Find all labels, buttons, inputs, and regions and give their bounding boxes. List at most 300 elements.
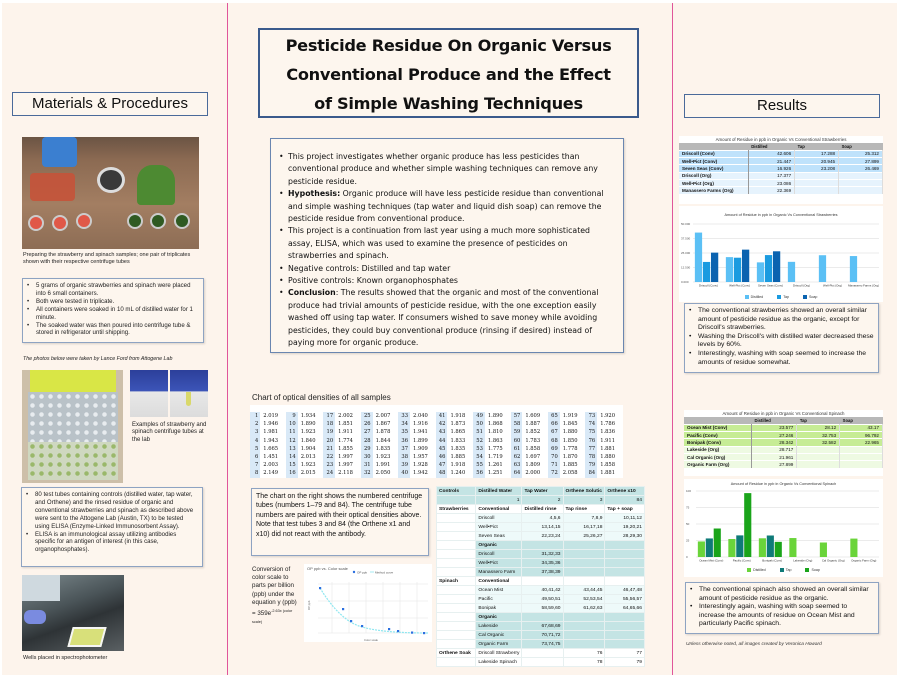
optical-density: 1.885 xyxy=(448,453,473,461)
optical-density: 1.881 xyxy=(598,469,623,477)
prep-photo-caption: Preparing the strawberry and spinach samples; one pair of triplicates shown with their respective centrifuge tubes xyxy=(23,252,191,265)
legend-distilled: Distilled xyxy=(745,295,764,299)
tube-number: 3 xyxy=(250,428,261,436)
tube-number: 42 xyxy=(435,420,448,428)
optical-density: 1.904 xyxy=(298,445,323,453)
lab-note: • ELISA is an immunological assay utilizing antibodies specific for an antigen of interest (in this case, organophosphates). xyxy=(26,531,198,555)
tube-number: 46 xyxy=(435,453,448,461)
residue-value xyxy=(797,461,840,468)
residue-value: 17.288 xyxy=(795,150,839,157)
layout-cell xyxy=(563,568,605,577)
spinach-chart-plot xyxy=(684,487,883,567)
sample-name: Bonipak (Conv) xyxy=(684,439,751,446)
optical-density: 1.923 xyxy=(373,453,398,461)
results-header-cell: Tap xyxy=(795,143,839,150)
layout-cell: Well•Pict xyxy=(476,559,522,568)
spinach-chart-legend xyxy=(684,568,883,572)
tube-number: 8 xyxy=(250,469,261,477)
monitor xyxy=(22,575,60,601)
optical-density: 1.916 xyxy=(411,420,436,428)
tube-number: 52 xyxy=(473,437,486,445)
strawberry-table-title: Amount of Residue in ppb in Organic Vs Conventional Strawberries xyxy=(715,137,847,142)
tube-number: 68 xyxy=(548,437,561,445)
layout-cell: 79 xyxy=(605,658,645,667)
residue-value xyxy=(797,453,840,460)
layout-cell: Orthene Soak xyxy=(437,649,476,658)
layout-cell xyxy=(563,640,605,649)
optical-density: 1.855 xyxy=(336,445,361,453)
results-header-cell xyxy=(684,417,751,424)
tube-number: 77 xyxy=(585,445,598,453)
layout-cell: 46,47,48 xyxy=(605,586,645,595)
optical-density: 2.118 xyxy=(336,469,361,477)
layout-cell xyxy=(563,577,605,586)
layout-cell: Organic xyxy=(476,613,522,622)
optical-density: 2.007 xyxy=(373,412,398,420)
results-header-cell: Soap xyxy=(839,143,883,150)
od-table-header xyxy=(250,405,623,412)
layout-cell xyxy=(437,559,476,568)
optical-density: 1.911 xyxy=(598,437,623,445)
layout-cell: Seven Seas xyxy=(476,532,522,541)
optical-density: 1.918 xyxy=(448,412,473,420)
layout-cell xyxy=(563,631,605,640)
layout-cell xyxy=(563,559,605,568)
intro-bullet: • This project investigates whether organic produce has less pesticides than conventional produce and whether simple washing techniques can remove any pesticide residue. xyxy=(279,151,615,188)
od-row xyxy=(250,453,623,461)
tube-number: 67 xyxy=(548,428,561,436)
layout-cell: 78 xyxy=(563,658,605,667)
tube-number: 49 xyxy=(473,412,486,420)
sample-name: Seven Seas (Conv) xyxy=(679,165,748,172)
layout-cell xyxy=(437,568,476,577)
od-row xyxy=(250,469,623,477)
layout-cell: Driscoll xyxy=(476,550,522,559)
bar xyxy=(711,253,718,282)
tube-number: 25 xyxy=(360,412,373,420)
bar xyxy=(788,262,795,282)
legend-distilled: Distilled xyxy=(747,568,766,572)
bar xyxy=(706,538,713,557)
tube-number: 23 xyxy=(323,461,336,469)
layout-cell: 3 xyxy=(563,496,605,505)
svg-text:25.000: 25.000 xyxy=(681,251,691,255)
tube-number: 31 xyxy=(360,461,373,469)
tube-number: 40 xyxy=(398,469,411,477)
tube-number: 12 xyxy=(285,437,298,445)
od-row xyxy=(250,428,623,436)
layout-row xyxy=(437,532,645,541)
clear-tubes xyxy=(28,392,118,442)
sample-name: Organic Farm (Org) xyxy=(684,461,751,468)
strawberry-results-table xyxy=(679,136,883,204)
sample-name: Driscoll (Org) xyxy=(679,172,748,179)
layout-row xyxy=(437,658,645,667)
sample-name: Well•Pict (Conv) xyxy=(679,158,748,165)
layout-row xyxy=(437,613,645,622)
tube-number: 76 xyxy=(585,437,598,445)
bar xyxy=(726,257,733,282)
layout-cell: 10,11,12 xyxy=(605,514,645,523)
residue-value: 27.246 xyxy=(751,432,796,439)
strawberry-note: • Interestingly, washing with soap seemed to increase the amounts of residue somewhat. xyxy=(689,350,874,367)
sample-name: Well•Pict (Org) xyxy=(679,179,748,186)
od-row xyxy=(250,445,623,453)
conversion-chart-title: OP ppb vs. Color scale xyxy=(307,566,348,571)
tube-number: 28 xyxy=(360,437,373,445)
optical-density: 2.002 xyxy=(336,412,361,420)
residue-value xyxy=(839,179,883,186)
residue-value xyxy=(795,179,839,186)
optical-density: 1.810 xyxy=(485,428,510,436)
bar xyxy=(714,529,721,557)
layout-cell: 4,5,6 xyxy=(522,514,563,523)
layout-cell xyxy=(605,577,645,586)
sample-name: Lakeside (Org) xyxy=(684,446,751,453)
tube-number: 37 xyxy=(398,445,411,453)
tube-number: 10 xyxy=(285,420,298,428)
results-row xyxy=(684,461,883,468)
tube-number: 79 xyxy=(585,461,598,469)
layout-row xyxy=(437,622,645,631)
optical-density: 1.885 xyxy=(560,461,585,469)
intro-bullet: • This project is a continuation from last year using a much more sophisticated assay, ELISA, which was used to examine the presence of pesticides on strawberries and spinach. xyxy=(279,225,615,262)
results-header-cell: Soap xyxy=(840,417,883,424)
sample-layout-table xyxy=(436,486,645,667)
green-tubes xyxy=(28,442,118,480)
optical-density: 1.887 xyxy=(523,420,548,428)
tube-number: 64 xyxy=(510,469,523,477)
svg-text:12.500: 12.500 xyxy=(681,265,691,270)
tube-number: 73 xyxy=(585,412,598,420)
layout-cell: 1 xyxy=(476,496,522,505)
layout-cell xyxy=(605,541,645,550)
optical-density: 1.845 xyxy=(560,420,585,428)
od-row xyxy=(250,461,623,469)
layout-row xyxy=(437,505,645,514)
test-tube-rack-photo xyxy=(22,370,123,483)
tube-number: 72 xyxy=(548,469,561,477)
tube-number: 22 xyxy=(323,453,336,461)
residue-value: 43.17 xyxy=(840,424,883,431)
strawberry-note: • Washing the Driscoll's with distilled water decreased these levels by 60%. xyxy=(689,333,874,350)
layout-cell xyxy=(605,613,645,622)
optical-density: 2.050 xyxy=(373,469,398,477)
legend-tap: Tap xyxy=(777,295,789,299)
layout-cell xyxy=(437,550,476,559)
residue-value: 25.312 xyxy=(839,150,883,157)
spectro-caption: Wells placed in spectrophotometer xyxy=(23,655,108,661)
layout-cell: 61,62,63 xyxy=(563,604,605,613)
layout-cell xyxy=(605,622,645,631)
optical-density: 1.880 xyxy=(598,453,623,461)
optical-density: 1.890 xyxy=(298,420,323,428)
layout-cell xyxy=(605,559,645,568)
strawberry-container xyxy=(30,173,75,201)
layout-cell xyxy=(437,640,476,649)
optical-density: 1.850 xyxy=(560,437,585,445)
bar xyxy=(744,493,751,557)
layout-row xyxy=(437,559,645,568)
optical-density: 1.251 xyxy=(485,469,510,477)
tube-number: 70 xyxy=(548,453,561,461)
layout-cell xyxy=(437,586,476,595)
bar xyxy=(765,255,772,282)
spinach-table-title: Amount of Residue in ppb in Organic Vs Conventional Spinach xyxy=(722,411,845,416)
strawberry-table xyxy=(679,143,883,194)
bar xyxy=(742,250,749,282)
tube-number: 6 xyxy=(250,453,261,461)
tube-number: 63 xyxy=(510,461,523,469)
layout-cell xyxy=(437,541,476,550)
layout-cell xyxy=(563,541,605,550)
results-row xyxy=(684,453,883,460)
gloved-hand xyxy=(24,610,46,624)
tube-number: 51 xyxy=(473,428,486,436)
residue-value xyxy=(840,461,883,468)
layout-cell: Well•Pict xyxy=(476,523,522,532)
tube-number: 17 xyxy=(323,412,336,420)
layout-cell: Driscoll xyxy=(476,514,522,523)
layout-cell xyxy=(437,523,476,532)
tube-number: 48 xyxy=(435,469,448,477)
tube-number: 15 xyxy=(285,461,298,469)
layout-cell: 28,29,30 xyxy=(605,532,645,541)
layout-row xyxy=(437,568,645,577)
tube-number: 66 xyxy=(548,420,561,428)
legend-soap: Soap xyxy=(805,568,819,572)
optical-density: 2.015 xyxy=(298,469,323,477)
layout-row xyxy=(437,586,645,595)
residue-value: 17.377 xyxy=(748,172,794,179)
residue-value: 32.753 xyxy=(797,432,840,439)
layout-cell: 31,32,33 xyxy=(522,550,563,559)
svg-text:OP ppb: OP ppb xyxy=(307,600,311,610)
intro-bullet: • Negative controls: Distilled and tap water xyxy=(279,263,615,275)
layout-cell: 84 xyxy=(605,496,645,505)
tube-number: 4 xyxy=(250,437,261,445)
bar xyxy=(850,256,857,282)
layout-cell xyxy=(437,631,476,640)
optical-density: 1.833 xyxy=(448,437,473,445)
sample-name: Driscoll (Conv) xyxy=(679,150,748,157)
tube-number: 26 xyxy=(360,420,373,428)
residue-value xyxy=(839,187,883,194)
intro-bullet-hypothesis: • Hypothesis: Organic produce will have less pesticide residue than conventional and simple washing techniques (tap water and liquid dish soap) can remove the pesticide residue from conventional produce. xyxy=(279,188,615,225)
optical-density: 1.957 xyxy=(411,453,436,461)
svg-text:Driscoll (Org): Driscoll (Org) xyxy=(792,283,811,288)
layout-cell: Bonipak xyxy=(476,604,522,613)
procedure-step: • 5 grams of organic strawberries and spinach were placed into 6 small containers. xyxy=(27,282,199,298)
optical-density: 1.240 xyxy=(448,469,473,477)
tube-number: 1 xyxy=(250,412,261,420)
layout-row xyxy=(437,514,645,523)
svg-text:100: 100 xyxy=(686,489,692,493)
svg-text:Well-Pict (Conv): Well-Pict (Conv) xyxy=(729,283,750,288)
svg-text:Manassero Farms (Org): Manassero Farms (Org) xyxy=(848,283,879,288)
optical-density: 1.835 xyxy=(448,445,473,453)
optical-density: 1.928 xyxy=(411,461,436,469)
yellow-tray xyxy=(30,370,116,392)
optical-density: 1.873 xyxy=(448,420,473,428)
tube-number: 65 xyxy=(548,412,561,420)
tube-number: 62 xyxy=(510,453,523,461)
residue-value xyxy=(797,446,840,453)
legend-soap: Soap xyxy=(803,295,817,299)
layout-cell xyxy=(437,532,476,541)
layout-cell xyxy=(437,604,476,613)
layout-cell: Organic Farm xyxy=(476,640,522,649)
residue-value: 26.469 xyxy=(839,165,883,172)
strawberry-note: • The conventional strawberries showed an overall similar amount of pesticide residue as the organic, except for Driscoll's strawberries. xyxy=(689,307,874,333)
layout-cell xyxy=(437,613,476,622)
spinach-note: • The conventional spinach also showed an overall similar amount of pesticide residue as the organic. xyxy=(690,586,874,603)
svg-text:Pacific (Conv): Pacific (Conv) xyxy=(732,558,751,563)
residue-value: 27.899 xyxy=(751,461,796,468)
residue-value: 22.965 xyxy=(840,439,883,446)
optical-density: 1.870 xyxy=(560,453,585,461)
tube-number: 35 xyxy=(398,428,411,436)
layout-row xyxy=(437,631,645,640)
strawberry-bar-chart xyxy=(679,206,883,302)
optical-density: 1.941 xyxy=(411,428,436,436)
residue-value: 23.086 xyxy=(748,179,794,186)
intro-box xyxy=(270,138,624,353)
residue-value: 16.926 xyxy=(748,165,794,172)
layout-cell: 19,20,21 xyxy=(605,523,645,532)
sample-name: Pacific (Conv) xyxy=(684,432,751,439)
svg-text:OP ppb: OP ppb xyxy=(357,570,368,575)
optical-density: 1.835 xyxy=(373,445,398,453)
layout-cell xyxy=(563,550,605,559)
column-divider-left xyxy=(227,3,228,675)
bar xyxy=(819,255,826,282)
results-row xyxy=(679,172,883,179)
optical-density: 2.003 xyxy=(261,461,286,469)
layout-cell: 25,26,27 xyxy=(563,532,605,541)
tube-number: 14 xyxy=(285,453,298,461)
layout-cell: 13,14,15 xyxy=(522,523,563,532)
optical-density: 1.783 xyxy=(523,437,548,445)
results-row xyxy=(684,432,883,439)
bar xyxy=(703,262,710,282)
optical-density: 1.851 xyxy=(336,420,361,428)
layout-cell: Tap Water xyxy=(522,487,563,496)
optical-density: 1.865 xyxy=(448,428,473,436)
tube-number: 5 xyxy=(250,445,261,453)
layout-cell: Conventional xyxy=(476,577,522,586)
residue-value xyxy=(840,453,883,460)
results-header-cell: Distilled xyxy=(751,417,796,424)
tube-number: 60 xyxy=(510,437,523,445)
layout-row xyxy=(437,604,645,613)
optical-density: 1.665 xyxy=(261,445,286,453)
conversion-chart xyxy=(304,564,432,642)
optical-density: 1.997 xyxy=(336,453,361,461)
bar xyxy=(759,538,766,557)
results-row xyxy=(684,439,883,446)
layout-cell: Ocean Mist xyxy=(476,586,522,595)
layout-cell xyxy=(605,631,645,640)
tube-number: 29 xyxy=(360,445,373,453)
optical-density: 2.040 xyxy=(411,412,436,420)
optical-density: 1.878 xyxy=(373,428,398,436)
tube-number: 30 xyxy=(360,453,373,461)
layout-cell: 76 xyxy=(563,649,605,658)
layout-cell xyxy=(522,613,563,622)
photo-credit: The photos below were taken by Lance Ford from Attogene Lab xyxy=(23,356,173,362)
layout-cell xyxy=(605,568,645,577)
svg-text:50: 50 xyxy=(686,522,690,526)
legend-tap: Tap xyxy=(780,568,792,572)
layout-row xyxy=(437,649,645,658)
svg-text:Well-Pict (Org): Well-Pict (Org) xyxy=(823,283,842,288)
tube-number: 59 xyxy=(510,428,523,436)
tube-number: 18 xyxy=(323,420,336,428)
optical-density: 1.844 xyxy=(373,437,398,445)
bar xyxy=(757,262,764,282)
layout-cell xyxy=(437,514,476,523)
results-row xyxy=(684,446,883,453)
tube-number: 53 xyxy=(473,445,486,453)
layout-cell: Strawberries xyxy=(437,505,476,514)
procedure-step: • The soaked water was then poured into centrifuge tube & stored in refrigerator until shipping. xyxy=(27,322,199,338)
intro-bullet-conclusion: • Conclusion: The results showed that the organic and most of the conventional produce had trivial amounts of pesticide residue, with the one exception easily washed off using tap water. If consumers wished to save money while avoiding pesticides, they could buy conventional produce (rinsing if desired) instead of paying more for organic produce. xyxy=(279,287,615,349)
tube-number: 54 xyxy=(473,453,486,461)
optical-density: 1.923 xyxy=(298,461,323,469)
title-line: of Simple Washing Techniques xyxy=(314,94,583,113)
layout-cell: 77 xyxy=(605,649,645,658)
procedure-step: • Both were tested in triplicate. xyxy=(27,298,199,306)
optical-density: 2.019 xyxy=(261,412,286,420)
bar xyxy=(736,535,743,557)
layout-cell: 67,68,69 xyxy=(522,622,563,631)
residue-value xyxy=(795,172,839,179)
tube-number: 16 xyxy=(285,469,298,477)
optical-density: 1.852 xyxy=(523,428,548,436)
strawberry-chart-plot xyxy=(679,218,883,292)
optical-density: 1.934 xyxy=(298,412,323,420)
residue-value: 32.582 xyxy=(797,439,840,446)
layout-cell: Tap + soap xyxy=(605,505,645,514)
bar xyxy=(695,233,702,282)
layout-cell xyxy=(437,658,476,667)
optical-density: 1.923 xyxy=(298,428,323,436)
optical-density: 1.943 xyxy=(261,437,286,445)
layout-cell: 52,53,54 xyxy=(563,595,605,604)
optical-density: 1.881 xyxy=(598,445,623,453)
svg-text:Ocean Mist (Conv): Ocean Mist (Conv) xyxy=(699,558,724,563)
svg-text:Driscoll (Conv): Driscoll (Conv) xyxy=(699,283,718,288)
optical-density: 1.867 xyxy=(373,420,398,428)
spinach-tube-photo xyxy=(170,370,208,417)
residue-value: 28.12 xyxy=(797,424,840,431)
tube-number: 2 xyxy=(250,420,261,428)
tube-number: 32 xyxy=(360,469,373,477)
layout-row xyxy=(437,523,645,532)
layout-cell xyxy=(522,541,563,550)
layout-cell: Controls xyxy=(437,487,476,496)
layout-cell xyxy=(563,622,605,631)
spinach-notes-box xyxy=(685,582,879,634)
optical-density: 1.786 xyxy=(598,420,623,428)
layout-cell: Spinach xyxy=(437,577,476,586)
tube-number: 44 xyxy=(435,437,448,445)
bar xyxy=(728,539,735,557)
bar xyxy=(734,258,741,282)
layout-cell: 40,41,42 xyxy=(522,586,563,595)
od-table xyxy=(250,412,623,478)
